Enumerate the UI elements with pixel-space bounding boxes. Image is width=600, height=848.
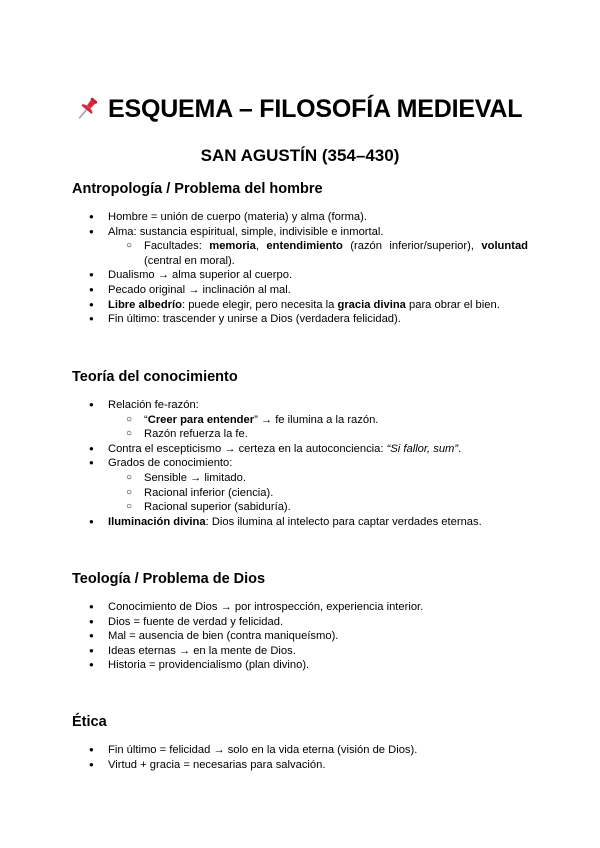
section-heading-teologia: Teología / Problema de Dios	[72, 571, 266, 587]
page-title	[72, 94, 522, 124]
list-item: ● Fin último: trascender y unirse a Dios (verdadera felicidad).	[108, 312, 528, 327]
section-heading-antropologia: Antropología / Problema del hombre	[72, 181, 323, 197]
list-item: ● Mal = ausencia de bien (contra maniqueísmo).	[108, 629, 528, 644]
sub-list-item: ○ Racional inferior (ciencia).	[144, 486, 528, 501]
list-item: ● Historia = providencialismo (plan divino).	[108, 658, 528, 673]
list-item: ● Alma: sustancia espiritual, simple, indivisible e inmortal. ○ Facultades: memoria, entendimiento (razón inferior/superior), voluntad (central en moral).	[108, 225, 528, 269]
section-list-conocimiento	[108, 398, 528, 529]
sub-list	[144, 471, 528, 515]
section-heading-conocimiento: Teoría del conocimiento	[72, 369, 238, 385]
list-item: ● Dios = fuente de verdad y felicidad.	[108, 615, 528, 630]
sub-list-item: ○ Razón refuerza la fe.	[144, 427, 528, 442]
title-text: ESQUEMA – FILOSOFÍA MEDIEVAL	[108, 94, 523, 123]
list-item: ● Dualismo → alma superior al cuerpo.	[108, 268, 528, 283]
sub-list-item: ○ Facultades: memoria, entendimiento (razón inferior/superior), voluntad (central en moral).	[144, 239, 528, 268]
list-item: ● Contra el escepticismo → certeza en la autoconciencia: “Si fallor, sum”.	[108, 442, 528, 457]
sub-list-item: ○ Sensible → limitado.	[144, 471, 528, 486]
section-list-teologia	[108, 600, 528, 673]
section-heading-etica: Ética	[72, 714, 107, 730]
list-item: ● Iluminación divina: Dios ilumina al intelecto para captar verdades eternas.	[108, 515, 528, 530]
pushpin-icon	[72, 94, 102, 124]
sub-list	[144, 413, 528, 442]
subtitle: SAN AGUSTÍN (354–430)	[200, 146, 400, 165]
section-list-antropologia	[108, 210, 528, 327]
sub-list	[144, 239, 528, 268]
list-item: ● Virtud + gracia = necesarias para salvación.	[108, 758, 528, 773]
list-item: ● Pecado original → inclinación al mal.	[108, 283, 528, 298]
sub-list-item: ○ “Creer para entender” → fe ilumina a la razón.	[144, 413, 528, 428]
list-item: ● Fin último = felicidad → solo en la vida eterna (visión de Dios).	[108, 743, 528, 758]
list-item: ● Grados de conocimiento: ○ Sensible → limitado. ○ Racional inferior (ciencia). ○ Racional superior (sabiduría).	[108, 456, 528, 514]
section-list-etica	[108, 743, 528, 772]
list-item: ● Libre albedrío: puede elegir, pero necesita la gracia divina para obrar el bien.	[108, 298, 528, 313]
list-item: ● Conocimiento de Dios → por introspección, experiencia interior.	[108, 600, 528, 615]
sub-list-item: ○ Racional superior (sabiduría).	[144, 500, 528, 515]
list-item: ● Ideas eternas → en la mente de Dios.	[108, 644, 528, 659]
list-item: ● Relación fe-razón: ○ “Creer para entender” → fe ilumina a la razón. ○ Razón refuerza la fe.	[108, 398, 528, 442]
list-item: ● Hombre = unión de cuerpo (materia) y alma (forma).	[108, 210, 528, 225]
